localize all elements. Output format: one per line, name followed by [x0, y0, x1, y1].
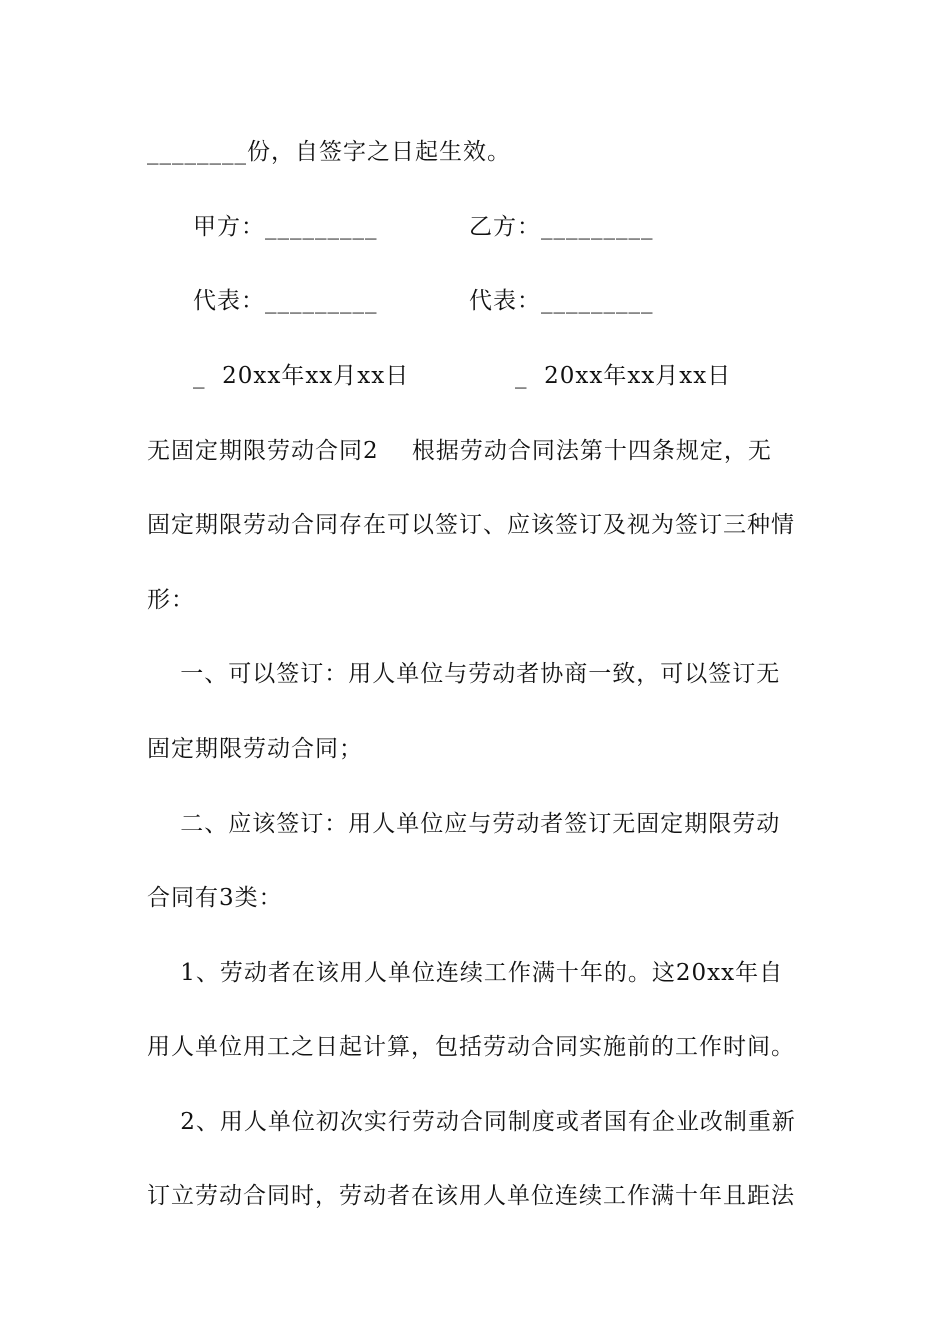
paragraph-line: 二、应该签订：用人单位应与劳动者签订无固定期限劳动: [147, 811, 781, 837]
paragraph-line: 无固定期限劳动合同2 根据劳动合同法第十四条规定，无: [147, 438, 772, 464]
party-a-signature-line: 甲方：_________: [193, 214, 378, 240]
effective-clause-line: ________份，自签字之日起生效。: [147, 139, 511, 165]
paragraph-line: 形：: [147, 587, 195, 613]
party-a-date-line: _ 20xx年xx月xx日: [193, 363, 410, 389]
paragraph-line: 1、劳动者在该用人单位连续工作满十年的。这20xx年自: [147, 960, 784, 986]
party-a-representative-line: 代表：_________: [193, 288, 378, 314]
paragraph-line: 合同有3类：: [147, 885, 283, 911]
party-b-representative-line: 代表：_________: [469, 288, 654, 314]
paragraph-line: 订立劳动合同时，劳动者在该用人单位连续工作满十年且距法: [147, 1183, 795, 1209]
party-b-signature-line: 乙方：_________: [469, 214, 654, 240]
paragraph-line: 固定期限劳动合同存在可以签订、应该签订及视为签订三种情: [147, 512, 795, 538]
paragraph-line: 一、可以签订：用人单位与劳动者协商一致，可以签订无: [147, 661, 781, 687]
party-b-date-line: _ 20xx年xx月xx日: [515, 363, 732, 389]
paragraph-line: 用人单位用工之日起计算，包括劳动合同实施前的工作时间。: [147, 1034, 795, 1060]
paragraph-line: 2、用人单位初次实行劳动合同制度或者国有企业改制重新: [147, 1109, 796, 1135]
paragraph-line: 固定期限劳动合同；: [147, 736, 363, 762]
